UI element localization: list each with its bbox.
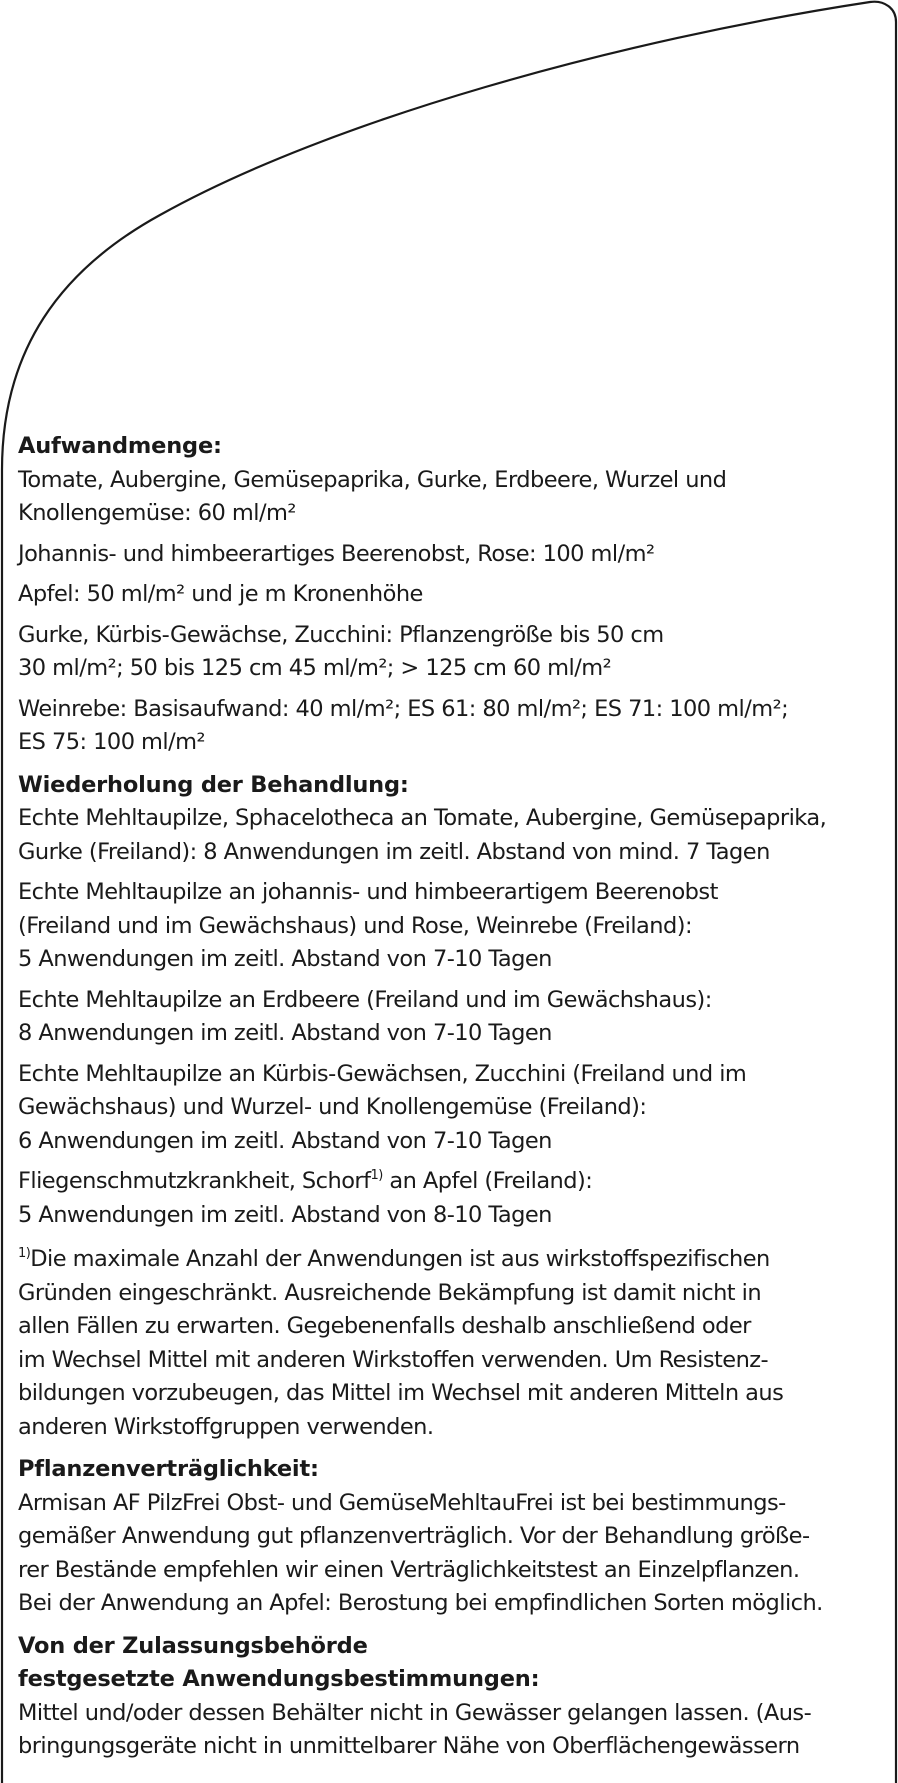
- wiederholung-tomate: Echte Mehltaupilze, Sphacelotheca an Tomate, Aubergine, Gemüsepaprika, Gurke (Freiland): 8 Anwendungen im zeitl. Abstand von mind. 7 Tagen: [18, 805, 827, 865]
- footnote-marker: 1): [18, 1246, 31, 1261]
- vertraeglichkeit-text: Armisan AF PilzFrei Obst- und GemüseMehltauFrei ist bei bestimmungs- gemäßer Anwendung gut pflanzenverträglich. Vor der Behandlung größe- rer Bestände empfehlen wir einen Verträglichkeitstest an Einzelpflanzen. Bei der Anwendung an Apfel: Berostung bei empfindlichen Sorten möglich.: [18, 1489, 823, 1616]
- heading-vertraeglichkeit: Pflanzenverträglichkeit:: [18, 1456, 319, 1482]
- wiederholung-beerenobst: Echte Mehltaupilze an johannis- und himbeerartigem Beerenobst (Freiland und im Gewächshaus) und Rose, Weinrebe (Freiland): 5 Anwendungen im zeitl. Abstand von 7-10 Tagen: [18, 879, 718, 972]
- aufwand-gurke: Gurke, Kürbis-Gewächse, Zucchini: Pflanzengröße bis 50 cm 30 ml/m²; 50 bis 125 cm 45 ml/m²; > 125 cm 60 ml/m²: [18, 621, 664, 681]
- aufwand-weinrebe: Weinrebe: Basisaufwand: 40 ml/m²; ES 61: 80 ml/m²; ES 71: 100 ml/m²; ES 75: 100 ml/m²: [18, 695, 789, 755]
- footnote: $^{1)}$Die maximale Anzahl der Anwendungen ist aus wirkstoffspezifischen Gründen eingeschränkt. Ausreichende Bekämpfung ist damit nicht in allen Fällen zu erwarten. Gegebenenfalls deshalb anschließend oder im Wechsel Mittel mit anderen Wirkstoffen verwenden. Um Resistenz- bildungen vorzubeugen, das Mittel im Wechsel mit anderen Mitteln aus anderen Wirkstoffgruppen verwenden.: [18, 1246, 784, 1440]
- heading-bestimmungen: Von der Zulassungsbehörde festgesetzte Anwendungsbestimmungen:: [18, 1632, 540, 1692]
- heading-wiederholung: Wiederholung der Behandlung:: [18, 771, 409, 798]
- heading-aufwandmenge: Aufwandmenge:: [18, 433, 222, 459]
- label-text: [18, 430, 884, 1764]
- aufwand-apfel: Apfel: 50 ml/m² und je m Kronenhöhe: [18, 581, 423, 607]
- bestimmungen-text: Mittel und/oder dessen Behälter nicht in Gewässer gelangen lassen. (Aus- bringungsgeräte nicht in unmittelbarer Nähe von Oberflächengewässern: [18, 1699, 812, 1759]
- aufwand-beerenobst: Johannis- und himbeerartiges Beerenobst, Rose: 100 ml/m²: [18, 540, 655, 567]
- wiederholung-kuerbis: Echte Mehltaupilze an Kürbis-Gewächsen, Zucchini (Freiland und im Gewächshaus) und Wurzel- und Knollengemüse (Freiland): 6 Anwendungen im zeitl. Abstand von 7-10 Tagen: [18, 1060, 747, 1154]
- aufwand-tomate: Tomate, Aubergine, Gemüsepaprika, Gurke, Erdbeere, Wurzel und Knollengemüse: 60 ml/m²: [18, 466, 727, 526]
- wiederholung-apfel: Fliegenschmutzkrankheit, Schorf$^{1)}$ an Apfel (Freiland): 5 Anwendungen im zeitl. Abstand von 8-10 Tagen: [18, 1168, 593, 1228]
- footnote-ref: 1): [370, 1168, 383, 1183]
- wiederholung-erdbeere: Echte Mehltaupilze an Erdbeere (Freiland und im Gewächshaus): 8 Anwendungen im zeitl. Abstand von 7-10 Tagen: [18, 986, 712, 1046]
